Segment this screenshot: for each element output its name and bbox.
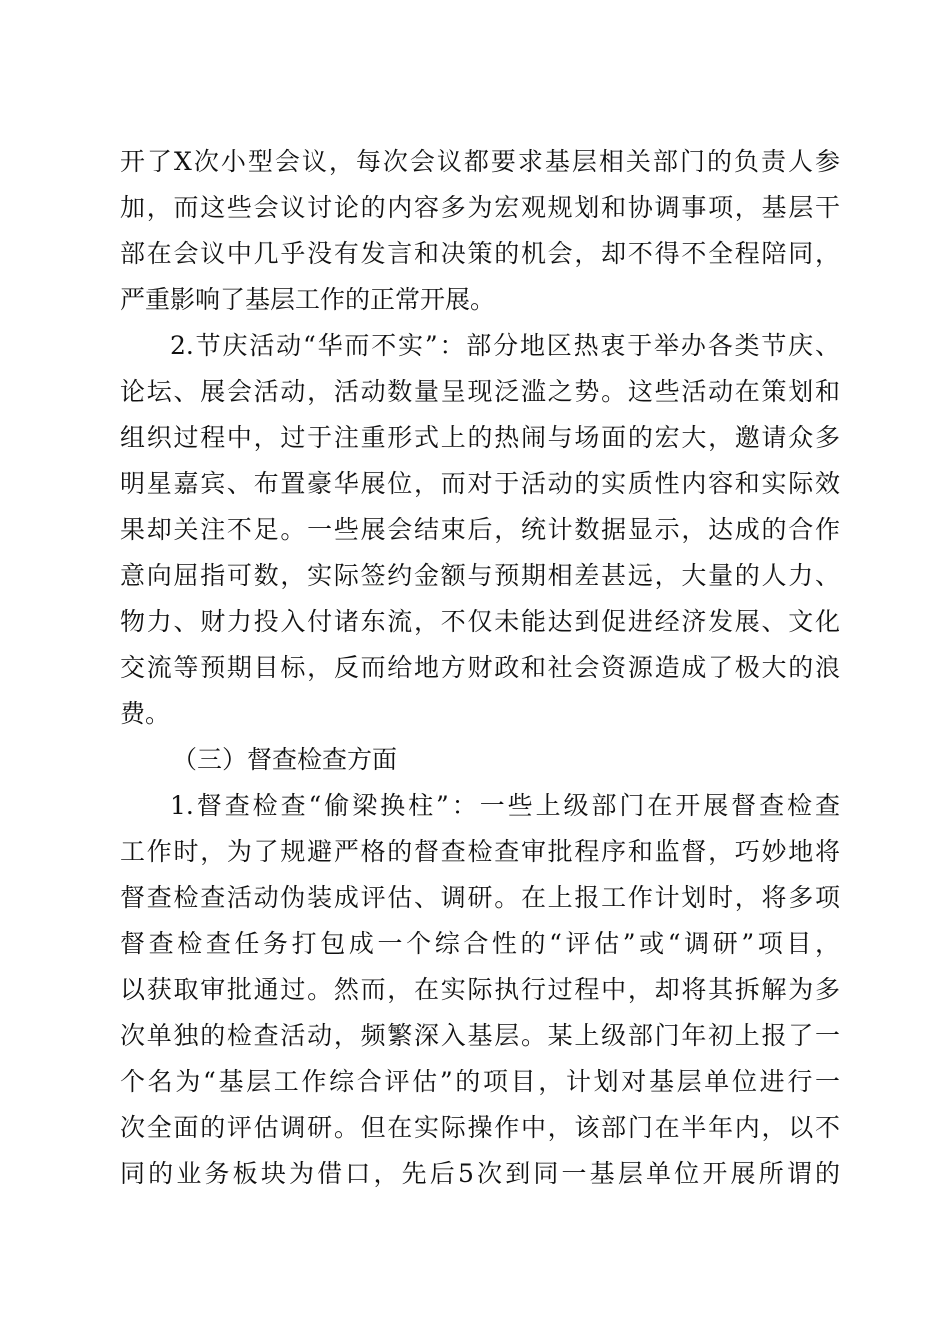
paragraph-line: 严重影响了基层工作的正常开展。 [120, 285, 496, 314]
paragraph-line: 次单独的检查活动，频繁深入基层。某上级部门年初上报了一 [120, 1021, 840, 1050]
paragraph-line: 部在会议中几乎没有发言和决策的机会，却不得不全程陪同， [120, 239, 840, 268]
paragraph-line: 费。 [120, 699, 171, 728]
paragraph-line: 工作时，为了规避严格的督查检查审批程序和监督，巧妙地将 [120, 837, 840, 866]
section-heading: （三）督查检查方面 [172, 745, 398, 774]
paragraph-line: 果却关注不足。一些展会结束后，统计数据显示，达成的合作 [120, 515, 840, 544]
paragraph-line: 论坛、展会活动，活动数量呈现泛滥之势。这些活动在策划和 [120, 377, 840, 406]
paragraph-line: 加，而这些会议讨论的内容多为宏观规划和协调事项，基层干 [120, 193, 840, 222]
paragraph-line: 意向屈指可数，实际签约金额与预期相差甚远，大量的人力、 [120, 561, 840, 590]
paragraph-line: 组织过程中，过于注重形式上的热闹与场面的宏大，邀请众多 [120, 423, 840, 452]
paragraph-line: 同的业务板块为借口，先后5次到同一基层单位开展所谓的 [120, 1159, 840, 1188]
paragraph-line: 督查检查任务打包成一个综合性的“评估”或“调研”项目， [120, 929, 840, 958]
paragraph-line: 督查检查活动伪装成评估、调研。在上报工作计划时，将多项 [120, 883, 840, 912]
paragraph-line: 物力、财力投入付诸东流，不仅未能达到促进经济发展、文化 [120, 607, 840, 636]
paragraph-line: 次全面的评估调研。但在实际操作中，该部门在半年内，以不 [120, 1113, 840, 1142]
paragraph-line: 1.督查检查“偷梁换柱”：一些上级部门在开展督查检查 [170, 791, 840, 820]
paragraph-line: 开了X次小型会议，每次会议都要求基层相关部门的负责人参 [120, 147, 840, 176]
paragraph-line: 以获取审批通过。然而，在实际执行过程中，却将其拆解为多 [120, 975, 840, 1004]
paragraph-line: 个名为“基层工作综合评估”的项目，计划对基层单位进行一 [120, 1067, 840, 1096]
paragraph-line: 交流等预期目标，反而给地方财政和社会资源造成了极大的浪 [120, 653, 840, 682]
paragraph-line: 2.节庆活动“华而不实”：部分地区热衷于举办各类节庆、 [170, 331, 840, 360]
paragraph-line: 明星嘉宾、布置豪华展位，而对于活动的实质性内容和实际效 [120, 469, 840, 498]
